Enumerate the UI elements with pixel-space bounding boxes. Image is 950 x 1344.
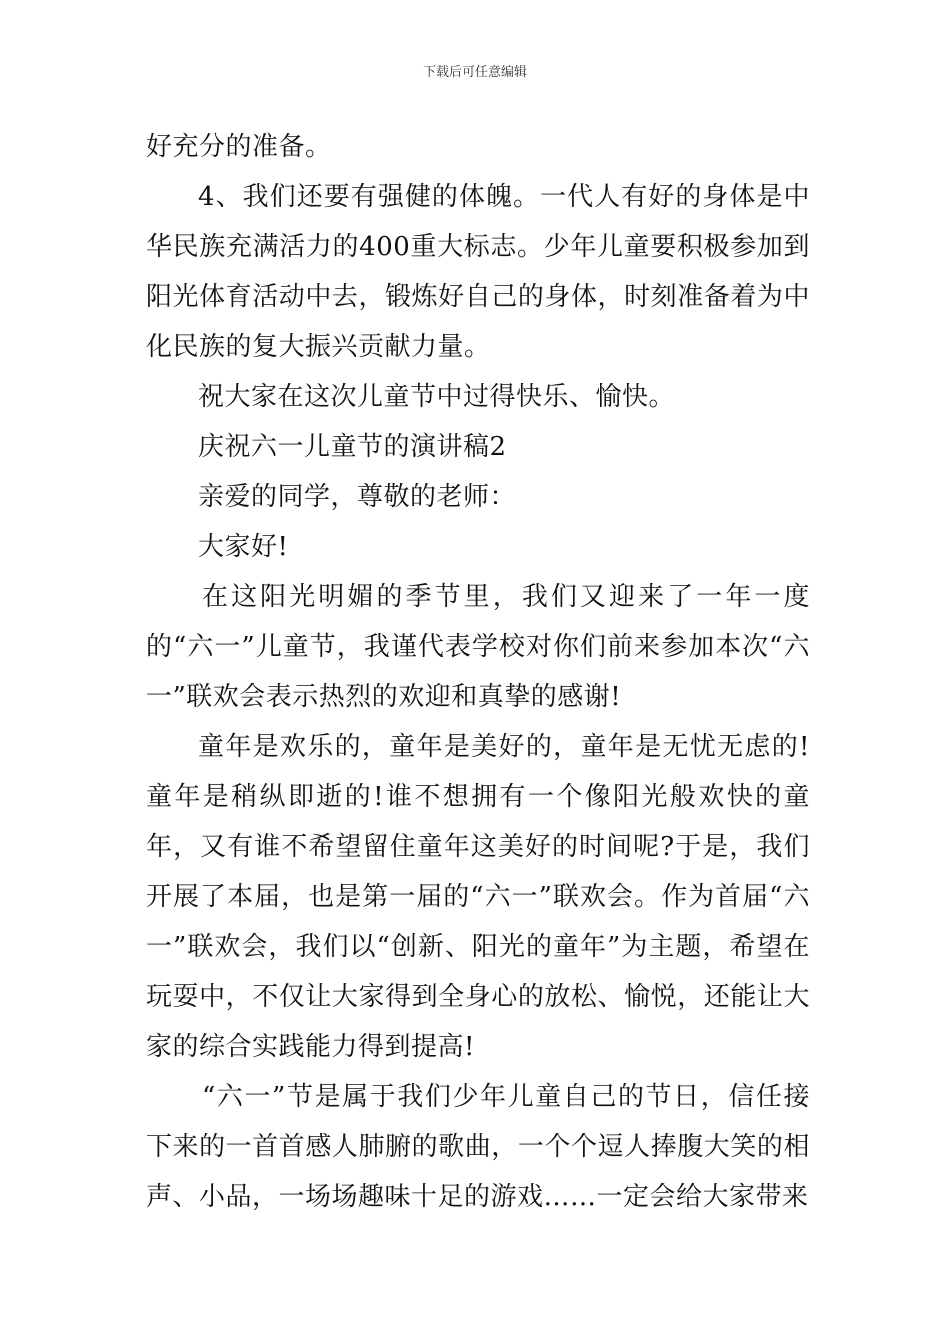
greeting: 大家好! bbox=[198, 532, 289, 562]
document-body bbox=[146, 122, 810, 1222]
paragraph-festival: “六一”节是属于我们少年儿童自己的节日，信任接下来的一首首感人肺腑的歌曲，一个个逗人捧腹大笑的相声、小品，一场场趣味十足的游戏……一定会给大家带来 bbox=[146, 1082, 810, 1212]
section-title: 庆祝六一儿童节的演讲稿2 bbox=[198, 432, 507, 462]
page-header: 下载后可任意编辑 bbox=[422, 65, 527, 80]
salutation: 亲爱的同学，尊敬的老师： bbox=[198, 482, 517, 512]
paragraph-continuation: 好充分的准备。 bbox=[146, 132, 332, 162]
paragraph-childhood: 童年是欢乐的，童年是美好的，童年是无忧无虑的!童年是稍纵即逝的!谁不想拥有一个像阳光般欢快的童年，又有谁不希望留住童年这美好的时间呢?于是，我们开展了本届，也是第一届的“六一”联欢会。作为首届“六一”联欢会，我们以“创新、阳光的童年”为主题，希望在玩耍中，不仅让大家得到全身心的放松、愉悦，还能让大家的综合实践能力得到提高! bbox=[146, 732, 810, 1062]
paragraph-welcome: 在这阳光明媚的季节里，我们又迎来了一年一度的“六一”儿童节，我谨代表学校对你们前来参加本次“六一”联欢会表示热烈的欢迎和真挚的感谢! bbox=[146, 582, 810, 712]
paragraph-point-4: 4、我们还要有强健的体魄。一代人有好的身体是中华民族充满活力的400重大标志。少年儿童要积极参加到阳光体育活动中去，锻炼好自己的身体，时刻准备着为中化民族的复大振兴贡献力量。 bbox=[146, 182, 810, 362]
paragraph-wish: 祝大家在这次儿童节中过得快乐、愉快。 bbox=[198, 382, 676, 412]
